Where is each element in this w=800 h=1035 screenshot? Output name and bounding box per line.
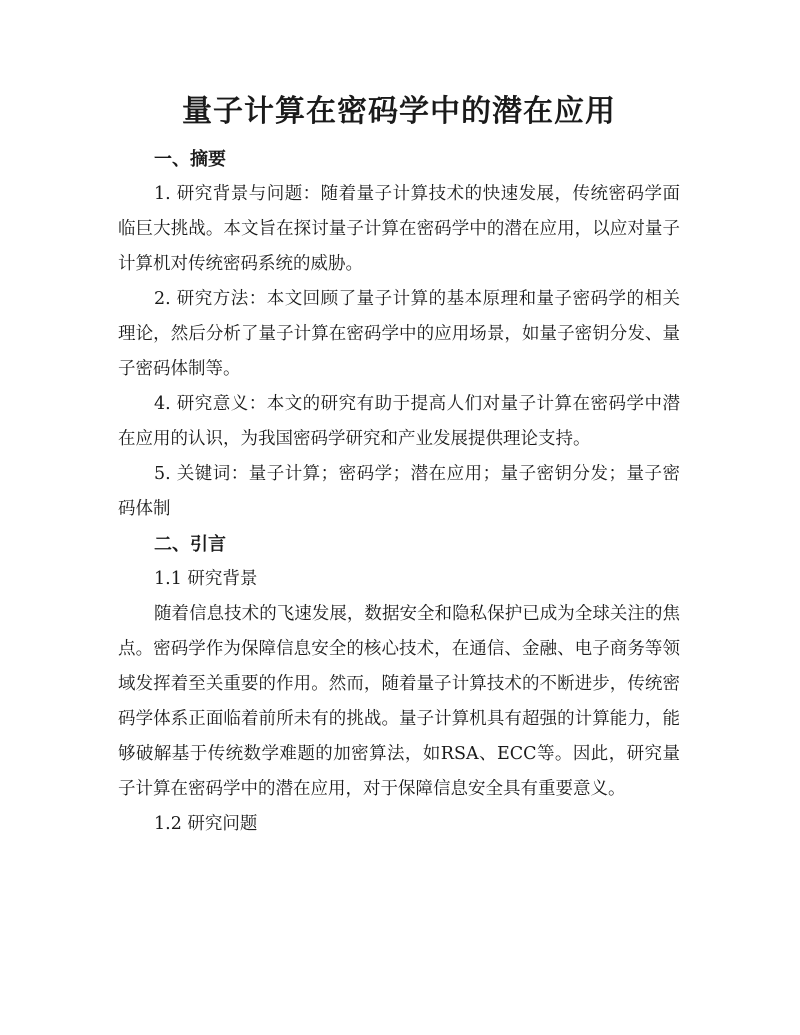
subsection-paragraph-background: 随着信息技术的飞速发展，数据安全和隐私保护已成为全球关注的焦点。密码学作为保障信息安全的核心技术，在通信、金融、电子商务等领域发挥着至关重要的作用。然而，随着量子计算技术的不断进步，传统密码学体系正面临着前所未有的挑战。量子计算机具有超强的计算能力，能够破解基于传统数学难题的加密算法，如RSA、ECC等。因此，研究量子计算在密码学中的潜在应用，对于保障信息安全具有重要意义。 xyxy=(118,604,680,799)
subsection-heading-problem: 1.2 研究问题 xyxy=(154,814,258,834)
document-title: 量子计算在密码学中的潜在应用 xyxy=(182,94,616,129)
abstract-heading: 一、摘要 xyxy=(154,149,226,170)
introduction-heading: 二、引言 xyxy=(154,534,226,555)
abstract-paragraph-background: 1. 研究背景与问题：随着量子计算技术的快速发展，传统密码学面临巨大挑战。本文旨在探讨量子计算在密码学中的潜在应用，以应对量子计算机对传统密码系统的威胁。 xyxy=(118,184,680,274)
abstract-paragraph-significance: 4. 研究意义：本文的研究有助于提高人们对量子计算在密码学中潜在应用的认识，为我国密码学研究和产业发展提供理论支持。 xyxy=(118,394,680,449)
abstract-paragraph-keywords: 5. 关键词：量子计算；密码学；潜在应用；量子密钥分发；量子密码体制 xyxy=(118,464,680,519)
abstract-paragraph-method: 2. 研究方法：本文回顾了量子计算的基本原理和量子密码学的相关理论，然后分析了量子计算在密码学中的应用场景，如量子密钥分发、量子密码体制等。 xyxy=(118,289,680,379)
subsection-heading-background: 1.1 研究背景 xyxy=(154,569,258,589)
